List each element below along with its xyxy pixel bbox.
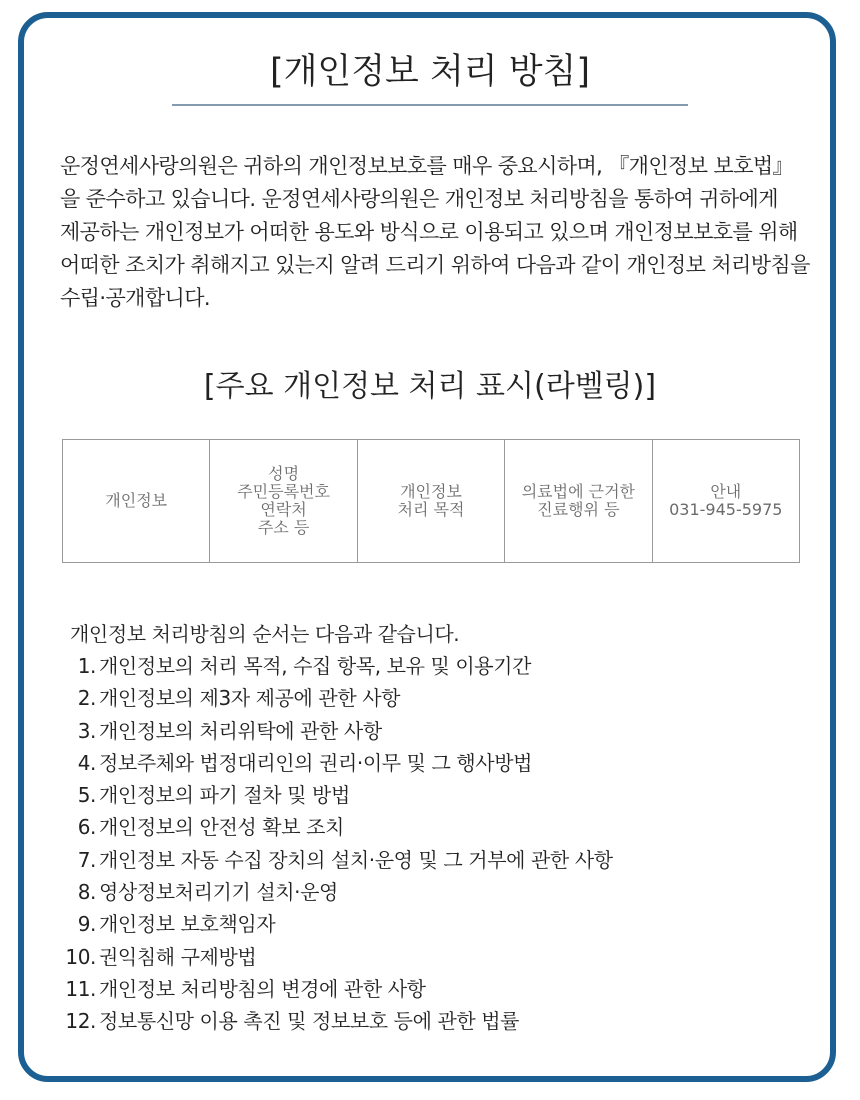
title-underline	[172, 104, 688, 106]
toc-item-number: 8.	[77, 880, 96, 905]
toc-item-number: 5.	[77, 783, 96, 808]
basis-line-1: 의료법에 근거한	[521, 482, 635, 501]
contact-phone: 031-945-5975	[669, 500, 783, 519]
toc-item-text: 개인정보 보호책임자	[99, 912, 276, 937]
label-cell-basis	[505, 440, 652, 563]
toc-item-number: 9.	[77, 912, 96, 937]
toc-item-number: 1.	[77, 654, 96, 678]
item-resident-number: 주민등록번호	[237, 482, 330, 501]
toc-item-number: 11.	[65, 976, 96, 1001]
toc-item-text: 개인정보의 안전성 확보 조치	[99, 815, 344, 840]
purpose-line-1: 개인정보	[400, 482, 462, 501]
toc-item	[62, 973, 613, 1005]
toc-item-number: 6.	[77, 815, 96, 840]
contact-label: 안내	[710, 482, 742, 501]
toc-item-number: 3.	[77, 718, 96, 743]
toc-item-text: 개인정보 자동 수집 장치의 설치·운영 및 그 거부에 관한 사항	[99, 847, 613, 872]
category-text: 개인정보	[105, 491, 168, 510]
toc-item	[62, 682, 613, 714]
toc-item	[62, 715, 613, 747]
labeling-table	[62, 439, 800, 563]
toc-item-text: 개인정보의 파기 절차 및 방법	[99, 783, 350, 808]
toc-item-text: 권익침해 구제방법	[99, 944, 257, 969]
toc-item-text: 개인정보의 처리위탁에 관한 사항	[99, 718, 382, 743]
item-name: 성명	[268, 464, 300, 483]
toc-item	[62, 908, 613, 940]
item-contact: 연락처	[260, 500, 307, 519]
toc-item-text: 개인정보의 제3자 제공에 관한 사항	[99, 686, 401, 711]
basis-line-2: 진료행위 등	[537, 500, 620, 519]
toc-item-text: 영상정보처리기기 설치·운영	[99, 880, 338, 905]
labeling-row	[63, 440, 800, 563]
toc-item-text: 개인정보의 처리 목적, 수집 항목, 보유 및 이용기간	[99, 654, 532, 678]
toc-item	[62, 876, 613, 908]
toc-item-text: 정보주체와 법정대리인의 권리·이무 및 그 행사방법	[99, 750, 533, 775]
toc-item	[62, 747, 613, 779]
toc-item	[62, 779, 613, 811]
toc-item	[62, 1005, 613, 1037]
toc-item	[62, 650, 613, 682]
toc-item-text: 정보통신망 이용 촉진 및 정보보호 등에 관한 법률	[99, 1009, 520, 1034]
labeling-heading: [주요 개인정보 처리 표시(라벨링)]	[203, 369, 657, 404]
toc-list	[62, 650, 613, 1038]
label-cell-contact	[652, 440, 799, 563]
item-address: 주소 등	[257, 518, 310, 537]
toc-item-number: 2.	[77, 686, 96, 711]
toc-item-number: 12.	[65, 1009, 96, 1034]
toc-heading: 개인정보 처리방침의 순서는 다음과 같습니다.	[70, 622, 460, 646]
page-title: [개인정보 처리 방침]	[269, 52, 591, 92]
toc-item-number: 7.	[77, 847, 96, 872]
toc-item	[62, 811, 613, 843]
label-cell-items	[210, 440, 357, 563]
purpose-line-2: 처리 목적	[397, 500, 465, 519]
toc-item-number: 10.	[65, 944, 96, 969]
toc-item	[62, 844, 613, 876]
label-cell-purpose	[357, 440, 504, 563]
toc-item-text: 개인정보 처리방침의 변경에 관한 사항	[99, 976, 426, 1001]
intro-paragraph: 운정연세사랑의원은 귀하의 개인정보보호를 매우 중요시하며, 『개인정보 보호법』을 준수하고 있습니다. 운정연세사랑의원은 개인정보 처리방침을 통하여 귀하에게 제공하는 개인정보가 어떠한 용도와 방식으로 이용되고 있으며 개인정보보호를 위해 어떠한 조치가 취해지고 있는지 알려 드리기 위하여 다음과 같이 개인정보 처리방침을 수립·공개합니다.	[60, 154, 810, 310]
label-cell-category	[63, 440, 210, 563]
toc-item-number: 4.	[77, 750, 96, 775]
toc-item	[62, 941, 613, 973]
